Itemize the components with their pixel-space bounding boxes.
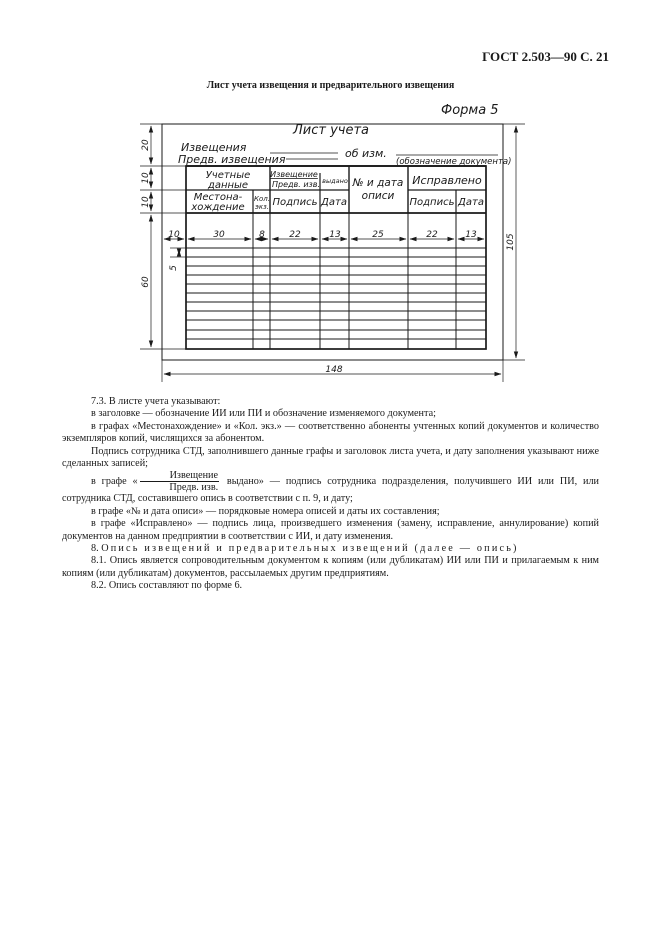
- dim-v10a: 10: [141, 172, 151, 184]
- col-podpis-2: Подпись: [409, 197, 455, 208]
- para-podpis: Подпись сотрудника СТД, заполнившего данные графы и заголовок листа учета, и дату заполнения указывают ниже сделанных записей;: [62, 445, 599, 470]
- col-data-1: Дата: [321, 197, 347, 208]
- col-kol-1: Кол.: [254, 195, 270, 203]
- dim-60: 60: [141, 276, 151, 288]
- col-nomer-2: описи: [361, 190, 395, 202]
- para-grafy: в графах «Местонахождение» и «Кол. экз.» — соответственно абоненты учтенных копий документов и количество экземпляров копий, числящихся за абонентом.: [62, 420, 599, 445]
- col-kol-2: экз.: [254, 203, 270, 211]
- pred-izvesh-label: Предв. извещения: [178, 153, 286, 166]
- para-izveshenie: в графе « $\frac{\text{Извещение}}{\text{Предв. изв.}}$ выдано» — подпись сотрудника подразделения, получившего ИИ или ПИ, или сотрудника СТД, составившего опись в соответствии с п. 9, и дату;: [62, 470, 599, 505]
- para-zagolovok: в заголовке — обозначение ИИ или ПИ и обозначение изменяемого документа;: [91, 408, 436, 420]
- col-data-2: Дата: [458, 197, 484, 208]
- dim-25: 25: [372, 230, 384, 240]
- body-text: [62, 396, 599, 593]
- dim-10: 10: [168, 230, 180, 240]
- col-izv-2: Предв. изв.: [271, 180, 321, 189]
- col-ispr: Исправлено: [412, 174, 482, 187]
- designation-hint: (обозначение документа): [396, 157, 512, 167]
- col-uchet-1: Учетные: [205, 170, 251, 181]
- fraction: $\frac{\text{Извещение}}{\text{Предв. изв.}}$: [140, 470, 219, 493]
- col-mesto-1: Местона-: [193, 192, 243, 203]
- col-uchet-2: данные: [207, 180, 249, 191]
- col-nomer-1: № и дата: [352, 177, 404, 189]
- dim-22b: 22: [426, 230, 438, 240]
- section-8-heading: 8. Опись извещений и предварительных извещений (далее — опись): [91, 543, 519, 555]
- col-izv-1: Извещение: [270, 170, 318, 179]
- col-mesto-2: хождение: [191, 202, 245, 213]
- section-title: Лист учета извещения и предварительного извещения: [206, 80, 455, 91]
- dim-5: 5: [169, 265, 179, 271]
- dim-13b: 13: [465, 230, 477, 240]
- table-rows: [186, 248, 486, 339]
- gost-header: ГОСТ 2.503—90 С. 21: [482, 49, 609, 64]
- form-label: Форма 5: [441, 103, 499, 118]
- col-vydano: выдано: [322, 177, 348, 185]
- izvesh-label: Извещения: [181, 141, 247, 154]
- form-5-drawing: [0, 0, 661, 400]
- dim-8: 8: [259, 230, 265, 240]
- dim-105: 105: [506, 233, 516, 251]
- dim-22a: 22: [289, 230, 301, 240]
- para-opis: в графе «№ и дата описи» — порядковые номера описей и даты их составления;: [91, 505, 440, 517]
- dim-30: 30: [213, 230, 225, 240]
- sheet-title: Лист учета: [293, 123, 369, 138]
- dim-v10b: 10: [141, 196, 151, 208]
- col-podpis-1: Подпись: [272, 197, 318, 208]
- ob-izm-label: об изм.: [345, 147, 387, 160]
- para-7-3: 7.3. В листе учета указывают:: [91, 396, 221, 407]
- para-8-1: 8.1. Опись является сопроводительным документом к копиям (или дубликатам) ИИ или ПИ и прилагаемым к ним копиям (или дубликатам) документов, рассылаемых другим предприятиям.: [62, 555, 599, 579]
- dim-13a: 13: [329, 230, 341, 240]
- para-8-2: 8.2. Опись составляют по форме 6.: [91, 580, 243, 592]
- para-ispravleno: в графе «Исправлено» — подпись лица, произведшего изменения (замену, исправление, аннулирование) копий документов на данном предприятии в соответствии с ИИ, и дату изменения.: [62, 518, 599, 542]
- dim-148: 148: [325, 365, 343, 375]
- dim-20: 20: [141, 139, 151, 151]
